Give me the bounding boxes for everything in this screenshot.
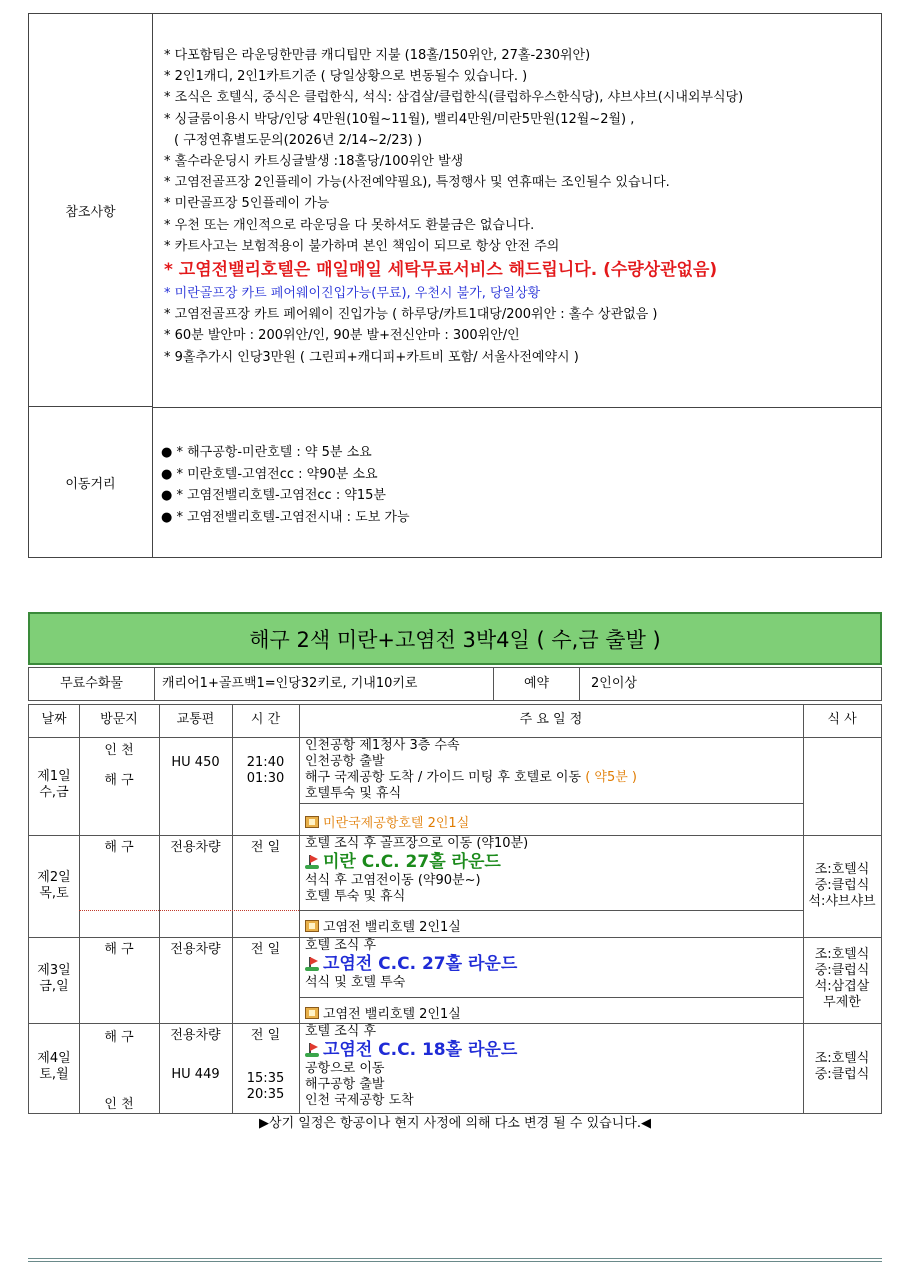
reference-line: * 고염전골프장 카트 페어웨이 진입가능 ( 하루당/카트1대당/200위안 : 홀수 상관없음 ) [164, 307, 658, 323]
day1-transport: HU 450 [171, 755, 220, 770]
reference-label: 참조사항 [65, 204, 116, 220]
itinerary-table [28, 704, 882, 1114]
reference-line: * 홀수라운딩시 카트싱글발생 :18홀당/100위안 발생 [164, 154, 464, 170]
distance-item: ● * 해구공항-미란호텔 : 약 5분 소요 [161, 445, 372, 460]
reference-line: * 미란골프장 5인플레이 가능 [164, 196, 330, 212]
day2-schedule: 호텔 조식 후 골프장으로 이동 (약10분) 미란 C.C. 27홀 라운드 석식 후 고염전이동 (약90분~) 호텔 투숙 및 휴식 [305, 836, 800, 905]
reference-line: * 60분 발안마 : 200위안/인, 90분 발+전신안마 : 300위안/인 [164, 328, 520, 344]
bullet-icon: ● [161, 466, 173, 482]
day4-meals: 조:호텔식 중:클럽식 [814, 1051, 870, 1082]
header-transport: 교통편 [176, 712, 215, 727]
day3-place: 해 구 [104, 942, 134, 957]
day1-time: 21:40 01:30 [246, 755, 285, 786]
day3-label: 제3일 금,일 [37, 963, 71, 994]
bullet-icon: ● [161, 509, 173, 525]
golf-flag-icon [305, 957, 319, 971]
day4-transport-2: HU 449 [171, 1067, 220, 1082]
day1-transfer-time: ( 약5분 ) [585, 770, 637, 785]
reference-line: ( 구정연휴별도문의(2026년 2/14~2/23) ) [174, 132, 423, 148]
reference-table [28, 13, 882, 558]
reference-line: * 우천 또는 개인적으로 라운딩을 다 못하셔도 환불금은 없습니다. [164, 217, 535, 233]
distance-item: ● * 고염전밸리호텔-고염전시내 : 도보 가능 [161, 509, 410, 525]
day3-schedule: 호텔 조식 후 고염전 C.C. 27홀 라운드 석식 및 호텔 투숙 [305, 938, 800, 991]
reference-label-cell [29, 14, 153, 407]
day2-label: 제2일 목,토 [37, 870, 71, 901]
baggage-label: 무료수화물 [29, 668, 155, 700]
day2-hotel: 고염전 밸리호텔 2인1실 [305, 916, 800, 935]
day4-place-1: 해 구 [104, 1030, 134, 1045]
day4-schedule: 호텔 조식 후 고염전 C.C. 18홀 라운드 공항으로 이동 해구공항 출발 인천 국제공항 도착 [305, 1024, 800, 1109]
day3-meals: 조:호텔식 중:클럽식 석:삼겹살 무제한 [814, 947, 870, 1010]
distance-label-cell [29, 407, 153, 557]
day4-golf-round: 고염전 C.C. 18홀 라운드 [305, 1040, 800, 1061]
itinerary-title: 해구 2색 미란+고염전 3박4일 ( 수,금 출발 ) [249, 627, 661, 652]
itinerary-header [29, 705, 881, 738]
header-meal: 식 사 [827, 712, 857, 727]
day3-hotel: 고염전 밸리호텔 2인1실 [305, 1003, 800, 1022]
reference-line: * 카트사고는 보험적용이 불가하며 본인 책임이 되므로 항상 안전 주의 [164, 238, 560, 254]
day4-transport-1: 전용차량 [170, 1028, 221, 1043]
day2-golf-round: 미란 C.C. 27홀 라운드 [305, 852, 800, 873]
day4-time-2: 15:35 20:35 [246, 1071, 285, 1102]
day2-place: 해 구 [104, 840, 134, 855]
distance-item: ● * 미란호텔-고염전cc : 약90분 소요 [161, 466, 378, 482]
day3-time: 전 일 [250, 942, 281, 957]
reference-line: * 9홀추가시 인당3만원 ( 그린피+캐디피+카트비 포함/ 서울사전예약시 ) [164, 349, 579, 365]
day1-hotel: 미란국제공항호텔 2인1실 [305, 812, 800, 831]
header-schedule: 주 요 일 정 [519, 712, 583, 727]
reference-line: * 다포함팀은 라운딩한만큼 캐디팁만 지불 (18홀/150위안, 27홀-230위안) [164, 48, 591, 63]
header-place: 방문지 [100, 712, 138, 727]
golf-flag-icon [305, 1043, 319, 1057]
day4-place-2: 인 천 [104, 1097, 134, 1112]
reference-line: * 조식은 호텔식, 중식은 클럽한식, 석식: 삼겹살/클럽한식(클럽하우스한식당), 샤브샤브(시내외부식당) [164, 90, 744, 106]
day1-label: 제1일 수,금 [37, 769, 71, 800]
hotel-icon [305, 1007, 319, 1019]
day2-transport: 전용차량 [170, 840, 221, 855]
day2-meals: 조:호텔식 중:클럽식 석:샤브샤브 [808, 862, 876, 909]
day4-time-1: 전 일 [250, 1028, 281, 1043]
distance-lines [161, 442, 410, 528]
reference-line: * 싱글룸이용시 박당/인당 4만원(10월~11월), 밸리4만원/미란5만원(12월~2월) , [164, 111, 635, 127]
footer-rule [28, 1258, 882, 1259]
reference-line: * 2인1캐디, 2인1카트기준 ( 당일상황으로 변동될수 있습니다. ) [164, 69, 528, 85]
day4-label: 제4일 토,월 [37, 1051, 71, 1082]
hotel-icon [305, 816, 319, 828]
day1-place-1: 인 천 [104, 743, 134, 758]
bullet-icon: ● [161, 488, 173, 503]
reference-line: * 고염전골프장 2인플레이 가능(사전예약필요), 특정행사 및 연휴때는 조인될수 있습니다. [164, 175, 670, 191]
day1-place-2: 해 구 [104, 773, 134, 788]
laundry-notice: * 고염전밸리호텔은 매일매일 세탁무료서비스 해드립니다. (수량상관없음) [164, 260, 718, 281]
reservation-value: 2인이상 [591, 676, 637, 691]
baggage-value: 캐리어1+골프백1=인당32키로, 기내10키로 [154, 668, 494, 700]
reservation-label: 예약 [494, 668, 580, 700]
mirandang-cart-notice: * 미란골프장 카트 페어웨이진입가능(무료), 우천시 불가, 당일상황 [164, 286, 541, 302]
hotel-icon [305, 920, 319, 932]
itinerary-title-bar [28, 612, 882, 665]
day1-schedule: 인천공항 제1청사 3층 수속 인천공항 출발 해구 국제공항 도착 / 가이드 미팅 후 호텔로 이동 ( 약5분 ) 호텔투숙 및 휴식 [305, 738, 637, 801]
reference-lines [164, 45, 743, 368]
bullet-icon: ● [161, 445, 173, 460]
day3-golf-round: 고염전 C.C. 27홀 라운드 [305, 954, 800, 975]
distance-item: ● * 고염전밸리호텔-고염전cc : 약15분 [161, 488, 386, 503]
itinerary-footnote: ▶상기 일정은 항공이나 현지 사정에 의해 다소 변경 될 수 있습니다.◀ [259, 1116, 651, 1131]
baggage-row [28, 667, 882, 701]
footer-rule [28, 1261, 882, 1262]
day3-transport: 전용차량 [170, 942, 221, 957]
header-day: 날짜 [41, 712, 67, 727]
day2-time: 전 일 [250, 840, 281, 855]
golf-flag-icon [305, 855, 319, 869]
header-time: 시 간 [250, 712, 281, 727]
distance-label: 이동거리 [65, 476, 116, 492]
